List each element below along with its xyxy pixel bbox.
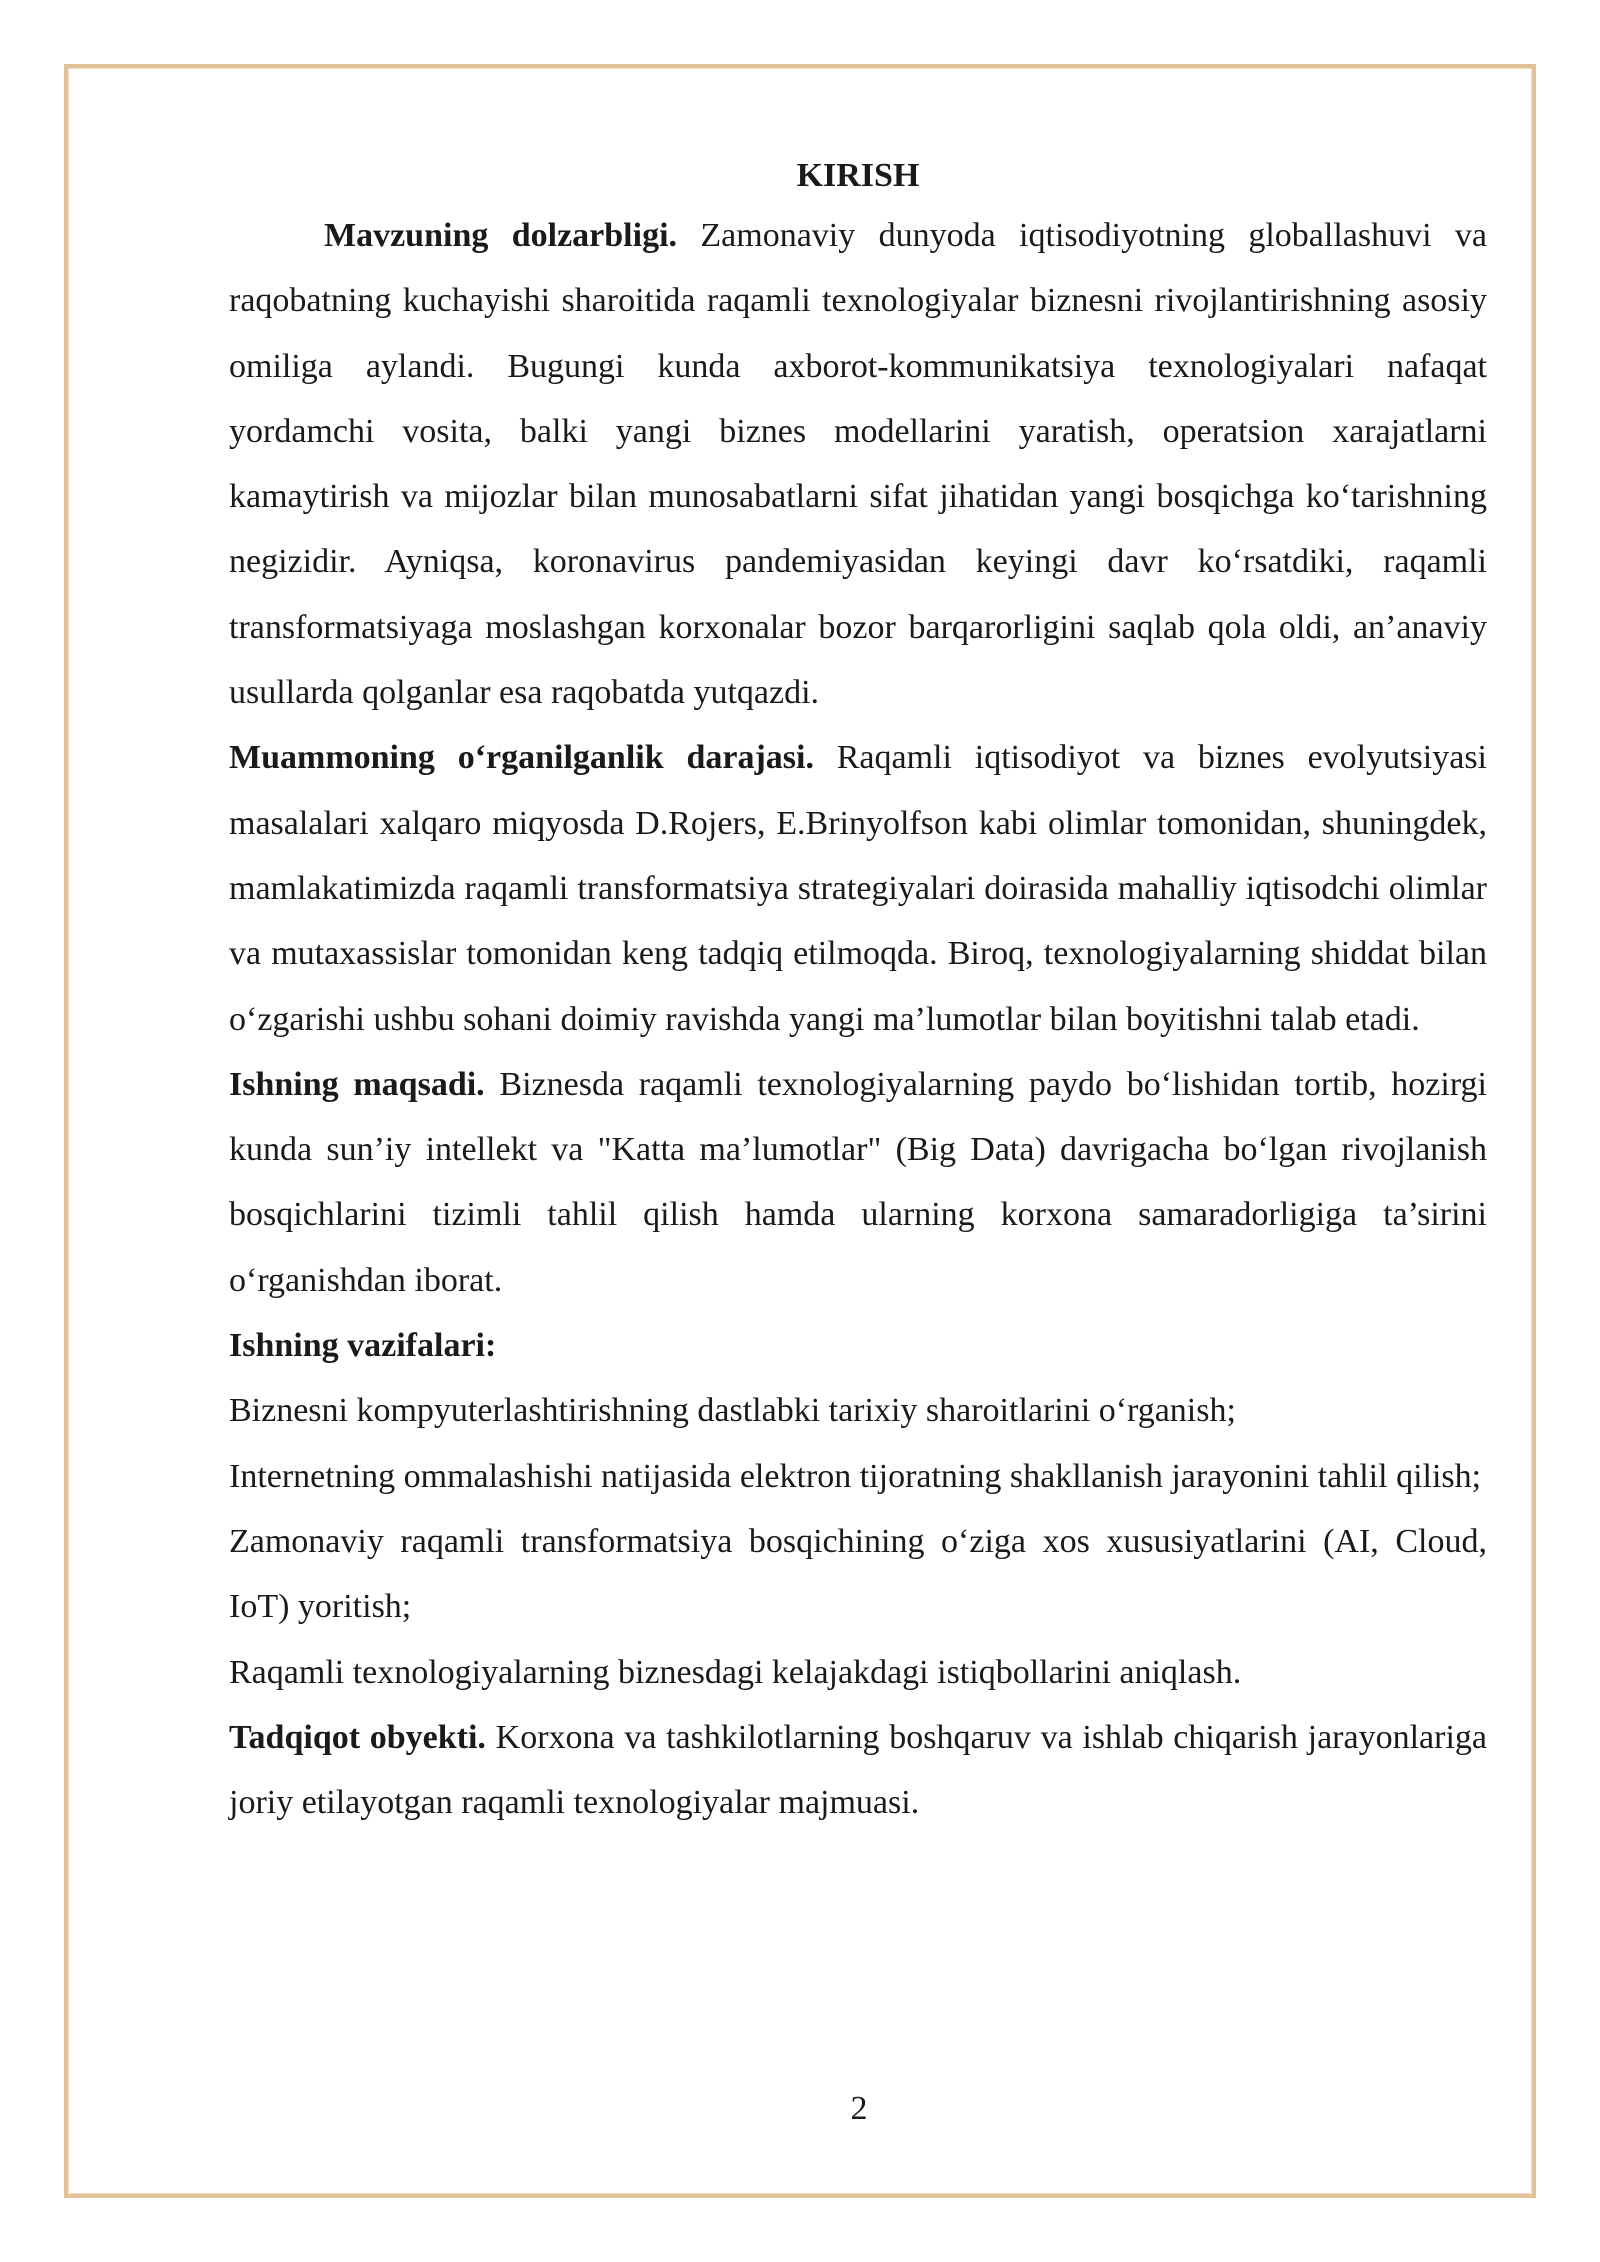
task-item: Internetning ommalashishi natijasida elektron tijoratning shakllanish jarayonini tahlil qilish; <box>229 1457 1482 1495</box>
paragraph-text: Korxona va tashkilotlarning boshqaruv va ishlab chiqarish jarayonlariga joriy etilayotgan raqamli texnologiyalar majmuasi. <box>229 1718 1487 1822</box>
paragraph-heading: Mavzuning dolzarbligi. <box>324 217 678 254</box>
task-item: Biznesni kompyuterlashtirishning dastlabki tarixiy sharoitlarini o‘rganish; <box>229 1392 1236 1430</box>
task-item: Raqamli texnologiyalarning biznesdagi kelajakdagi istiqbollarini aniqlash. <box>229 1653 1242 1691</box>
paragraph-tasks-heading <box>229 1313 1487 1378</box>
task-item: Zamonaviy raqamli transformatsiya bosqichining o‘ziga xos xususiyatlarini (AI, Cloud, IoT) yoritish; <box>229 1522 1487 1626</box>
paragraph-text: Raqamli iqtisodiyot va biznes evolyutsiyasi masalalari xalqaro miqyosda D.Rojers, E.Brinyolfson kabi olimlar tomonidan, shuningdek, mamlakatimizda raqamli transformatsiya strategiyalari doirasida mahalliy iqtisodchi olimlar va mutaxassislar tomonidan keng tadqiq etilmoqda. Biroq, texnologiyalarning shiddat bilan o‘zgarishi ushbu sohani doimiy ravishda yangi ma’lumotlar bilan boyitishni talab etadi. <box>229 739 1488 1038</box>
page-number: 2 <box>850 2090 868 2127</box>
paragraph-text: Biznesda raqamli texnologiyalarning paydo bo‘lishidan tortib, hozirgi kunda sun’iy intellekt va "Katta ma’lumotlar" (Big Data) davrigacha bo‘lgan rivojlanish bosqichlarini tizimli tahlil qilish hamda ularning korxona samaradorligiga ta’sirini o‘rganishdan iborat. <box>229 1065 1487 1299</box>
paragraph-research-object <box>229 1705 1487 1836</box>
paragraph-research-level <box>229 725 1487 1051</box>
paragraph-heading: Ishning maqsadi. <box>229 1065 485 1103</box>
paragraph-heading: Tadqiqot obyekti. <box>229 1718 486 1756</box>
page-title: KIRISH <box>796 157 920 194</box>
paragraph-heading: Muammoning o‘rganilganlik darajasi. <box>229 739 814 777</box>
document-body <box>229 152 1487 1835</box>
paragraph-text: Zamonaviy dunyoda iqtisodiyotning globallashuvi va raqobatning kuchayishi sharoitida raqamli texnologiyalar biznesni rivojlantirishning asosiy omiliga aylandi. Bugungi kunda axborot-kommunikatsiya texnologiyalari nafaqat yordamchi vosita, balki yangi biznes modellarini yaratish, operatsion xarajatlarni kamaytirish va mijozlar bilan munosabatlarni sifat jihatidan yangi bosqichga ko‘tarishning negizidir. Ayniqsa, koronavirus pandemiyasidan keyingi davr ko‘rsatdiki, raqamli transformatsiyaga moslashgan korxonalar bozor barqarorligini saqlab qola oldi, an’anaviy usullarda qolganlar esa raqobatda yutqazdi. <box>229 217 1487 712</box>
paragraph-heading: Ishning vazifalari: <box>229 1327 497 1365</box>
paragraph-relevance <box>229 203 1487 725</box>
paragraph-goal <box>229 1052 1487 1313</box>
